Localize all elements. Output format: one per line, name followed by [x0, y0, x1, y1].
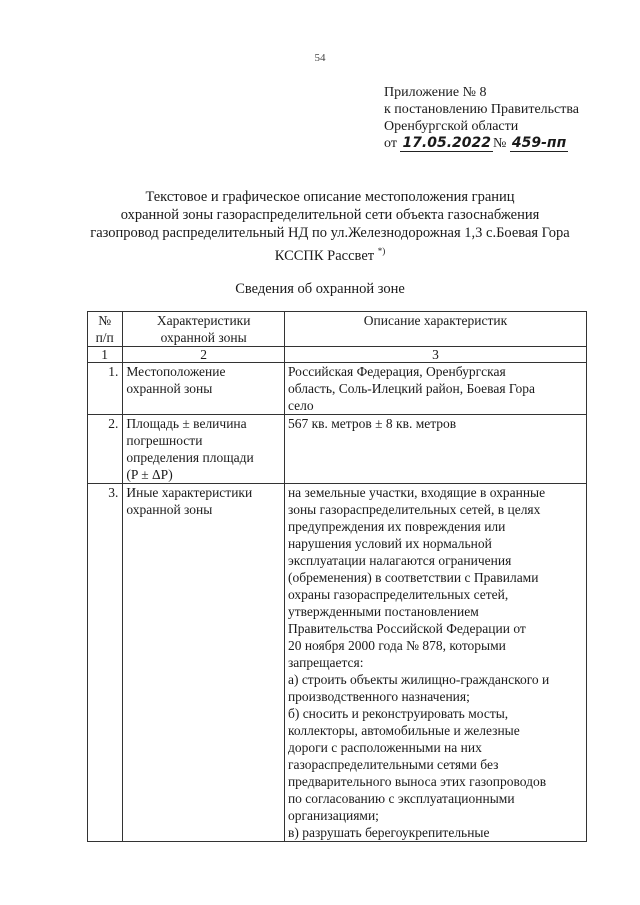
description-line: в) разрушать берегоукрепительные: [287, 825, 490, 840]
appendix-block: [384, 84, 579, 152]
row-number-cell: 3.: [88, 484, 123, 842]
title-line-1: Текстовое и графическое описание местоположения границ: [145, 189, 515, 205]
description-line: а) строить объекты жилищно-гражданского и: [287, 672, 550, 687]
characteristic-line: определения площади: [126, 450, 254, 465]
table-header-cell: [88, 312, 123, 347]
description-line: (обременения) в соответствии с Правилами: [287, 570, 539, 585]
description-line: охраны газораспределительных сетей,: [287, 587, 509, 602]
page-number: 54: [314, 52, 326, 64]
characteristic-line: охранной зоны: [126, 381, 213, 396]
table-row: [88, 363, 587, 415]
characteristic-line: Площадь ± величина: [126, 416, 247, 431]
table-row: [88, 484, 587, 842]
description-line: на земельные участки, входящие в охранные: [287, 485, 546, 500]
header-cell-line: №: [98, 313, 112, 328]
table-index-cell: 1: [88, 347, 123, 363]
header-cell-line: охранной зоны: [160, 330, 247, 345]
description-line: производственного назначения;: [287, 689, 470, 704]
resolution-date: 17.05.2022: [402, 135, 492, 151]
table-index-row: [88, 347, 587, 363]
description-line: 567 кв. метров ± 8 кв. метров: [287, 416, 457, 431]
appendix-title: Приложение № 8: [384, 85, 487, 100]
description-line: предварительного выноса этих газопроводов: [287, 774, 547, 789]
footnote-mark: *): [377, 246, 386, 256]
characteristic-line: (P ± ΔP): [126, 467, 173, 482]
table-header-row: [88, 312, 587, 347]
description-line: организациями;: [287, 808, 379, 823]
description-line: по согласованию с эксплуатационными: [287, 791, 515, 806]
description-line: коллекторы, автомобильные и железные: [287, 723, 520, 738]
characteristic-line: охранной зоны: [126, 502, 213, 517]
description-line: зоны газораспределительных сетей, в целях: [287, 502, 541, 517]
characteristic-line: Иные характеристики: [126, 485, 253, 500]
table-index-cell: 2: [123, 347, 285, 363]
description-line: предупреждения их повреждения или: [287, 519, 506, 534]
description-line: запрещается:: [287, 655, 364, 670]
row-characteristic-cell: [123, 484, 285, 842]
description-line: газораспределительными сетями без: [287, 757, 499, 772]
row-description-cell: [284, 484, 586, 842]
document-title: [60, 188, 600, 265]
appendix-line-3: Оренбургской области: [384, 119, 519, 134]
description-line: дороги с расположенными на них: [287, 740, 482, 755]
row-description-cell: [284, 415, 586, 484]
row-number-cell: 1.: [88, 363, 123, 415]
row-characteristic-cell: [123, 415, 285, 484]
description-line: утвержденными постановлением: [287, 604, 479, 619]
header-cell-line: п/п: [95, 330, 114, 345]
appendix-date-line: [384, 135, 579, 152]
row-characteristic-cell: [123, 363, 285, 415]
table-header-cell: [284, 312, 586, 347]
table-index-cell: 3: [284, 347, 586, 363]
description-line: Российская Федерация, Оренбургская: [287, 364, 506, 379]
description-line: б) сносить и реконструировать мосты,: [287, 706, 509, 721]
characteristic-line: Местоположение: [126, 364, 226, 379]
zone-table: [87, 311, 587, 842]
description-line: Правительства Российской Федерации от: [287, 621, 526, 636]
from-label: от: [384, 136, 397, 151]
title-line-4-text: КССПК Рассвет: [274, 247, 375, 264]
description-line: 20 ноября 2000 года № 878, которыми: [287, 638, 506, 653]
header-cell-line: Характеристики: [156, 313, 251, 328]
description-line: село: [287, 398, 314, 413]
number-label: №: [493, 136, 507, 151]
description-line: нарушения условий их нормальной: [287, 536, 492, 551]
appendix-line-2: к постановлению Правительства: [384, 102, 580, 117]
section-subtitle: Сведения об охранной зоне: [235, 281, 405, 297]
row-number-cell: 2.: [88, 415, 123, 484]
characteristic-line: погрешности: [126, 433, 203, 448]
table-row: [88, 415, 587, 484]
row-description-cell: [284, 363, 586, 415]
title-line-4: [60, 242, 600, 265]
title-line-3: газопровод распределительный НД по ул.Железнодорожная 1,3 с.Боевая Гора: [90, 225, 570, 241]
description-line: эксплуатации налагаются ограничения: [287, 553, 512, 568]
resolution-number: 459-пп: [511, 135, 567, 151]
title-line-2: охранной зоны газораспределительной сети объекта газоснабжения: [120, 207, 540, 223]
description-line: область, Соль-Илецкий район, Боевая Гора: [287, 381, 536, 396]
zone-table-body: [88, 312, 587, 842]
table-header-cell: [123, 312, 285, 347]
header-cell-line: Описание характеристик: [363, 313, 508, 328]
